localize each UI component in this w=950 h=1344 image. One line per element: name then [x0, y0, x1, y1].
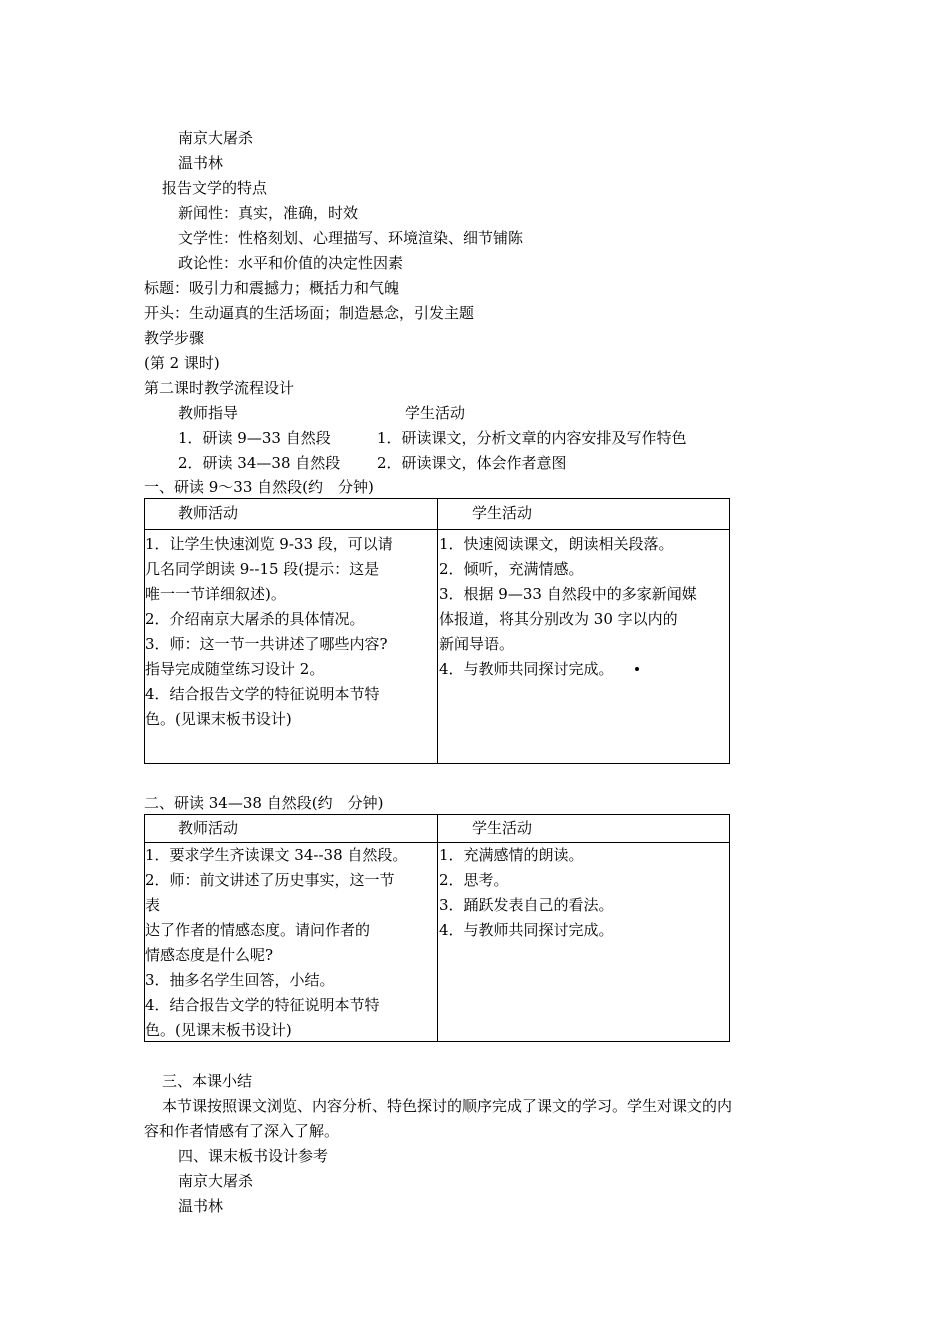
lesson-label: (第 2 课时)	[144, 354, 220, 372]
section2-student-line: 1．充满感情的朗读。	[439, 846, 584, 864]
section1-student-line: 1．快速阅读课文，朗读相关段落。	[439, 535, 674, 553]
section1-table-divider	[437, 499, 438, 763]
summary-heading: 三、本课小结	[162, 1072, 253, 1090]
section1-student-line: 体报道，将其分别改为 30 字以内的	[439, 610, 678, 628]
document-author: 温书林	[178, 154, 224, 172]
board-design-title: 南京大屠杀	[178, 1172, 254, 1190]
flow-teacher-item-1: 1．研读 9—33 自然段	[178, 429, 331, 447]
steps-heading: 教学步骤	[144, 329, 205, 347]
section2-student-line: 4．与教师共同探讨完成。	[439, 921, 614, 939]
feature-news: 新闻性：真实，准确，时效	[178, 204, 359, 222]
document-title: 南京大屠杀	[178, 129, 254, 147]
section1-student-header: 学生活动	[472, 504, 533, 522]
section2-heading: 二、研读 34—38 自然段(约 分钟)	[144, 794, 384, 812]
feature-literary: 文学性：性格刻划、心理描写、环境渲染、细节铺陈	[178, 229, 524, 247]
section1-teacher-line: 4．结合报告文学的特征说明本节特	[145, 685, 380, 703]
section2-teacher-line: 3．抽多名学生回答，小结。	[145, 971, 335, 989]
section2-student-line: 2．思考。	[439, 871, 509, 889]
section2-student-line: 3．踊跃发表自己的看法。	[439, 896, 614, 914]
section2-teacher-line: 2．师：前文讲述了历史事实，这一节	[145, 871, 395, 889]
section1-student-line: 新闻导语。	[439, 635, 515, 653]
flow-student-column-label: 学生活动	[405, 404, 466, 422]
flow-student-item-1: 1．研读课文，分析文章的内容安排及写作特色	[377, 429, 687, 447]
summary-paragraph-line-1: 本节课按照课文浏览、内容分析、特色探讨的顺序完成了课文的学习。学生对课文的内	[162, 1097, 733, 1115]
section1-heading: 一、研读 9～33 自然段(约 分钟)	[144, 478, 374, 496]
bullet-dot-icon	[635, 667, 639, 671]
section1-teacher-line: 2．介绍南京大屠杀的具体情况。	[145, 610, 365, 628]
section1-student-line: 3．根据 9—33 自然段中的多家新闻媒	[439, 585, 697, 603]
section1-student-line: 4．与教师共同探讨完成。	[439, 660, 614, 678]
section1-student-line: 2．倾听，充满情感。	[439, 560, 584, 578]
section2-teacher-line: 情感态度是什么呢?	[145, 946, 274, 964]
flow-teacher-column-label: 教师指导	[178, 404, 239, 422]
section2-teacher-header: 教师活动	[178, 819, 239, 837]
section2-teacher-line: 4．结合报告文学的特征说明本节特	[145, 996, 380, 1014]
section2-table	[144, 814, 730, 1042]
section1-teacher-line: 3．师：这一节一共讲述了哪些内容?	[145, 635, 388, 653]
features-heading: 报告文学的特点	[162, 179, 268, 197]
board-design-heading: 四、课末板书设计参考	[178, 1147, 329, 1165]
section1-teacher-line: 1．让学生快速浏览 9-33 段，可以请	[145, 535, 393, 553]
section2-teacher-line: 达了作者的情感态度。请问作者的	[145, 921, 371, 939]
feature-political: 政论性：水平和价值的决定性因素	[178, 254, 404, 272]
section2-table-divider	[437, 815, 438, 1041]
section2-student-header: 学生活动	[472, 819, 533, 837]
flow-student-item-2: 2．研读课文，体会作者意图	[377, 454, 567, 472]
opening-note: 开头：生动逼真的生活场面；制造悬念，引发主题	[144, 304, 475, 322]
title-note: 标题：吸引力和震撼力；概括力和气魄	[144, 279, 400, 297]
section2-teacher-line: 表	[145, 896, 161, 914]
board-design-author: 温书林	[178, 1197, 224, 1215]
flow-teacher-item-2: 2．研读 34—38 自然段	[178, 454, 341, 472]
section1-teacher-header: 教师活动	[178, 504, 239, 522]
section1-teacher-line: 几名同学朗读 9--15 段(提示：这是	[145, 560, 380, 578]
section1-teacher-line: 色。(见课末板书设计)	[145, 710, 292, 728]
flow-heading: 第二课时教学流程设计	[144, 379, 295, 397]
section1-teacher-line: 唯一一节详细叙述)。	[145, 585, 286, 603]
section2-teacher-line: 1．要求学生齐读课文 34--38 自然段。	[145, 846, 408, 864]
summary-paragraph-line-2: 容和作者情感有了深入了解。	[144, 1122, 340, 1140]
section2-teacher-line: 色。(见课末板书设计)	[145, 1021, 292, 1039]
section1-table	[144, 498, 730, 764]
section1-teacher-line: 指导完成随堂练习设计 2。	[145, 660, 325, 678]
